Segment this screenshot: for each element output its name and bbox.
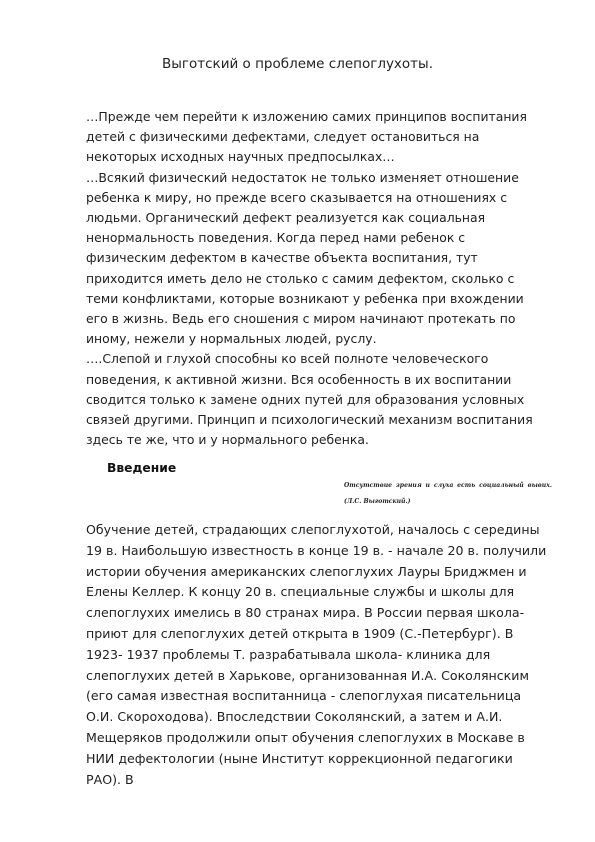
quote-paragraph: ….Слепой и глухой способны ко всей полноте человеческого поведения, к активной жизни. Вся особенность в их воспитании сводится только к замене одних путей для образования условных связей другими. Принцип и психологический механизм воспитания здесь те же, что и у нормального ребенка. [86, 351, 533, 448]
section-heading: Введение [107, 461, 177, 475]
epigraph: Отсутствие зрения и слуха есть социальный вывих. (Л.С. Выготский.) [344, 482, 552, 505]
document-title: Выготский о проблеме слепоглухоты. [161, 56, 433, 72]
quotation-block [86, 107, 546, 450]
quote-paragraph: …Всякий физический недостаток не только изменяет отношение ребенка к миру, но прежде всего сказывается на отношениях с людьми. Органический дефект реализуется как социальная ненормальность поведения. Когда перед нами ребенок с физическим дефектом в качестве объекта воспитания, тут приходится иметь дело не столько с самим дефектом, сколько с теми конфликтами, которые возникают у ребенка при вхождении его в жизнь. Ведь его сношения с миром начинают протекать по иному, нежели у нормальных людей, руслу. [86, 169, 524, 347]
body-paragraph: Обучение детей, страдающих слепоглухотой, началось с середины 19 в. Наибольшую известность в конце 19 в. - начале 20 в. получили истории обучения американских слепоглухих Лауры Бриджмен и Елены Келлер. К концу 20 в. специальные службы и школы для слепоглухих имелись в 80 странах мира. В России первая школа-приют для слепоглухих детей открыта в 1909 (С.-Петербург). В 1923- 1937 проблемы Т. разрабатывала школа- клиника для слепоглухих детей в Харькове, организованная И.А. Соколянским (его самая известная воспитанница - слепоглухая писательница О.И. Скороходова). Впоследствии Соколянский, а затем и А.И. Мещеряков продолжили опыт обучения слепоглухих в Москаве в НИИ дефектологии (ныне Институт коррекционной педагогики РАО). В [86, 522, 547, 787]
quote-paragraph: …Прежде чем перейти к изложению самих принципов воспитания детей с физическими дефектами, следует остановиться на некоторых исходных научных предпосылках… [86, 109, 527, 165]
